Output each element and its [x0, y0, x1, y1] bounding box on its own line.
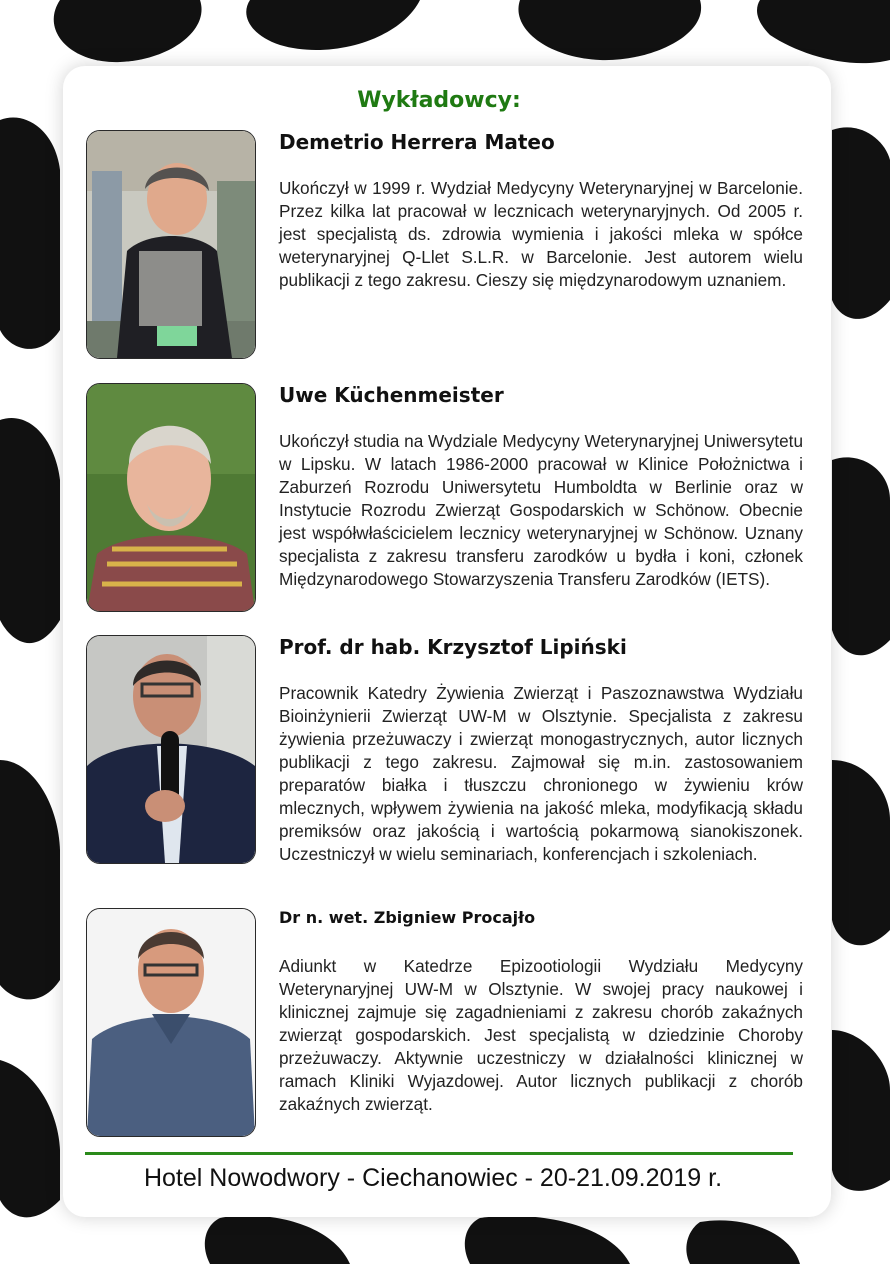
cow-spot — [0, 1060, 60, 1217]
lecturer-name: Demetrio Herrera Mateo — [279, 130, 555, 154]
lecturer-photo — [86, 635, 256, 864]
lecturer-name: Prof. dr hab. Krzysztof Lipiński — [279, 635, 627, 659]
content-card — [63, 66, 831, 1217]
cow-spot — [205, 1215, 350, 1264]
page-heading: Wykładowcy: — [357, 88, 521, 113]
cow-spot — [0, 418, 60, 643]
footer-divider — [85, 1152, 793, 1155]
cow-spot — [465, 1216, 630, 1264]
cow-spot — [0, 117, 60, 348]
cow-spot — [246, 0, 420, 50]
lecturer-bio: Ukończył w 1999 r. Wydział Medycyny Weterynaryjnej w Barcelonie. Przez kilka lat pracował w lecznicach weterynaryjnych. Od 2005 r. jest specjalistą ds. zdrowia wymienia i jakości mleka w spółce weterynaryjnej Q-Llet S.L.R. w Barcelonie. Jest autorem wielu publikacji z tego zakresu. Cieszy się międzynarodowym uznaniem. — [279, 178, 803, 290]
cow-spot — [832, 457, 890, 655]
cow-spot — [832, 1030, 890, 1191]
lecturer-photo — [86, 130, 256, 359]
cow-spot — [0, 760, 60, 999]
lecturer-photo — [86, 908, 256, 1137]
lecturer-bio: Ukończył studia na Wydziale Medycyny Weterynaryjnej Uniwersytetu w Lipsku. W latach 1986-2000 pracował w Klinice Położnictwa i Zaburzeń Rozrodu Uniwersytetu Humboldta w Berlinie oraz w Instytucie Rozrodu Zwierząt Gospodarskich w Schönow. Obecnie jest współwłaścicielem lecznicy weterynaryjnej w Schönow. Uznany specjalista z zakresu transferu zarodków u bydła i koni, członek Międzynarodowego Stowarzyszenia Transferu Zarodków (IETS). — [279, 431, 803, 589]
lecturer-bio: Adiunkt w Katedrze Epizootiologii Wydziału Medycyny Weterynaryjnej UW-M w Olsztynie. W swojej pracy naukowej i klinicznej zajmuje się zagadnieniami z zakresu chorób zakaźnych zwierząt gospodarskich. Jest specjalistą w dziedzinie Choroby przeżuwaczy. Aktywnie uczestniczy w działalności klinicznej w ramach Kliniki Wyjazdowej. Autor licznych publikacji z chorób zakaźnych zwierząt. — [279, 956, 803, 1114]
lecturer-photo — [86, 383, 256, 612]
cow-spot — [832, 760, 890, 945]
lecturer-name: Uwe Küchenmeister — [279, 383, 504, 407]
cow-spot — [54, 0, 202, 62]
event-footer: Hotel Nowodwory - Ciechanowiec - 20-21.09.2019 r. — [143, 1164, 723, 1192]
lecturer-bio: Pracownik Katedry Żywienia Zwierząt i Paszoznawstwa Wydziału Bioinżynierii Zwierząt UW-M w Olsztynie. Specjalista z zakresu żywienia przeżuwaczy i zwierząt monogastrycznych, autor licznych publikacji z tego zakresu. Zajmował się m.in. zastosowaniem preparatów białka i tłuszczu chronionego w żywieniu krów mlecznych, wpływem żywienia na jakość mleka, modyfikacją składu premiksów oraz jakością i wartością pokarmową sianokiszonek. Uczestniczył w wielu seminariach, konferencjach i szkoleniach. — [279, 683, 803, 864]
cow-spot — [757, 0, 890, 63]
lecturer-name: Dr n. wet. Zbigniew Procajło — [279, 908, 536, 927]
cow-spot — [832, 127, 890, 319]
cow-spot — [686, 1220, 800, 1264]
cow-spot — [518, 0, 701, 60]
